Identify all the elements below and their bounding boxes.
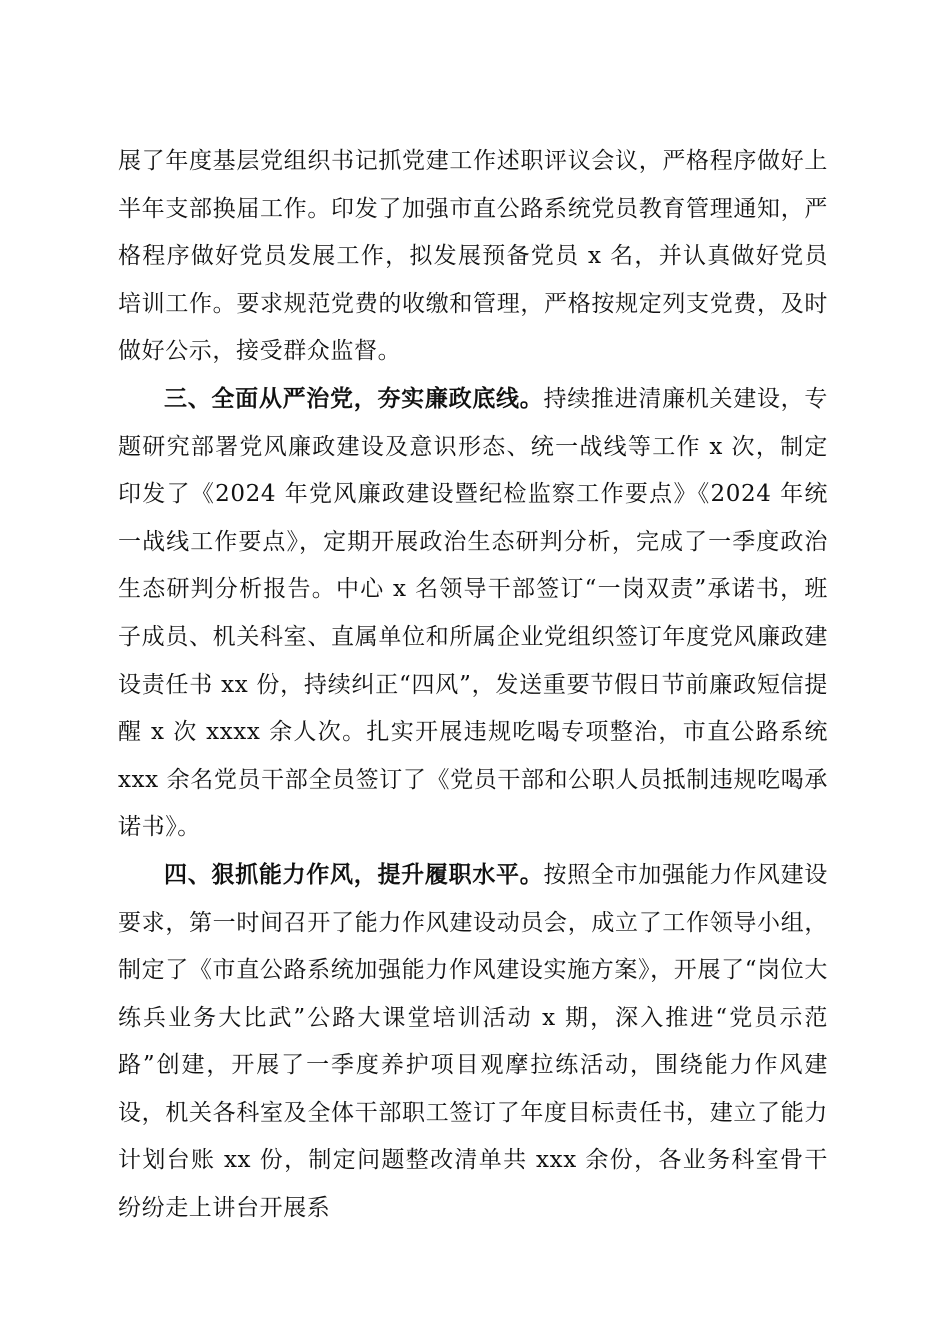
document-body [118, 138, 828, 1233]
section-heading: 四、狠抓能力作风，提升履职水平。 [164, 861, 544, 888]
paragraph-section-four [118, 852, 828, 1233]
paragraph-body: 按照全市加强能力作风建设要求，第一时间召开了能力作风建设动员会，成立了工作领导小组，制定了《市直公路系统加强能力作风建设实施方案》，开展了“岗位大练兵业务大比武”公路大课堂培训活动 x 期，深入推进“党员示范路”创建，开展了一季度养护项目观摩拉练活动，围绕能力作风建设，机关各科室及全体干部职工签订了年度目标责任书，建立了能力计划台账 xx 份，制定问题整改清单共 xxx 余份，各业务科室骨干纷纷走上讲台开展系 [118, 861, 828, 1222]
paragraph-continuation [118, 138, 828, 376]
paragraph-body: 持续推进清廉机关建设，专题研究部署党风廉政建设及意识形态、统一战线等工作 x 次，制定印发了《2024 年党风廉政建设暨纪检监察工作要点》《2024 年统一战线工作要点》，定期开展政治生态研判分析，完成了一季度政治生态研判分析报告。中心 x 名领导干部签订“一岗双责”承诺书，班子成员、机关科室、直属单位和所属企业党组织签订年度党风廉政建设责任书 xx 份，持续纠正“四风”，发送重要节假日节前廉政短信提醒 x 次 xxxx 余人次。扎实开展违规吃喝专项整治，市直公路系统 xxx 余名党员干部全员签订了《党员干部和公职人员抵制违规吃喝承诺书》。 [118, 385, 828, 841]
paragraph-body: 展了年度基层党组织书记抓党建工作述职评议会议，严格程序做好上半年支部换届工作。印发了加强市直公路系统党员教育管理通知，严格程序做好党员发展工作，拟发展预备党员 x 名，并认真做好党员培训工作。要求规范党费的收缴和管理，严格按规定列支党费，及时做好公示，接受群众监督。 [118, 148, 828, 365]
section-heading: 三、全面从严治党，夯实廉政底线。 [164, 385, 544, 412]
paragraph-section-three [118, 376, 828, 852]
